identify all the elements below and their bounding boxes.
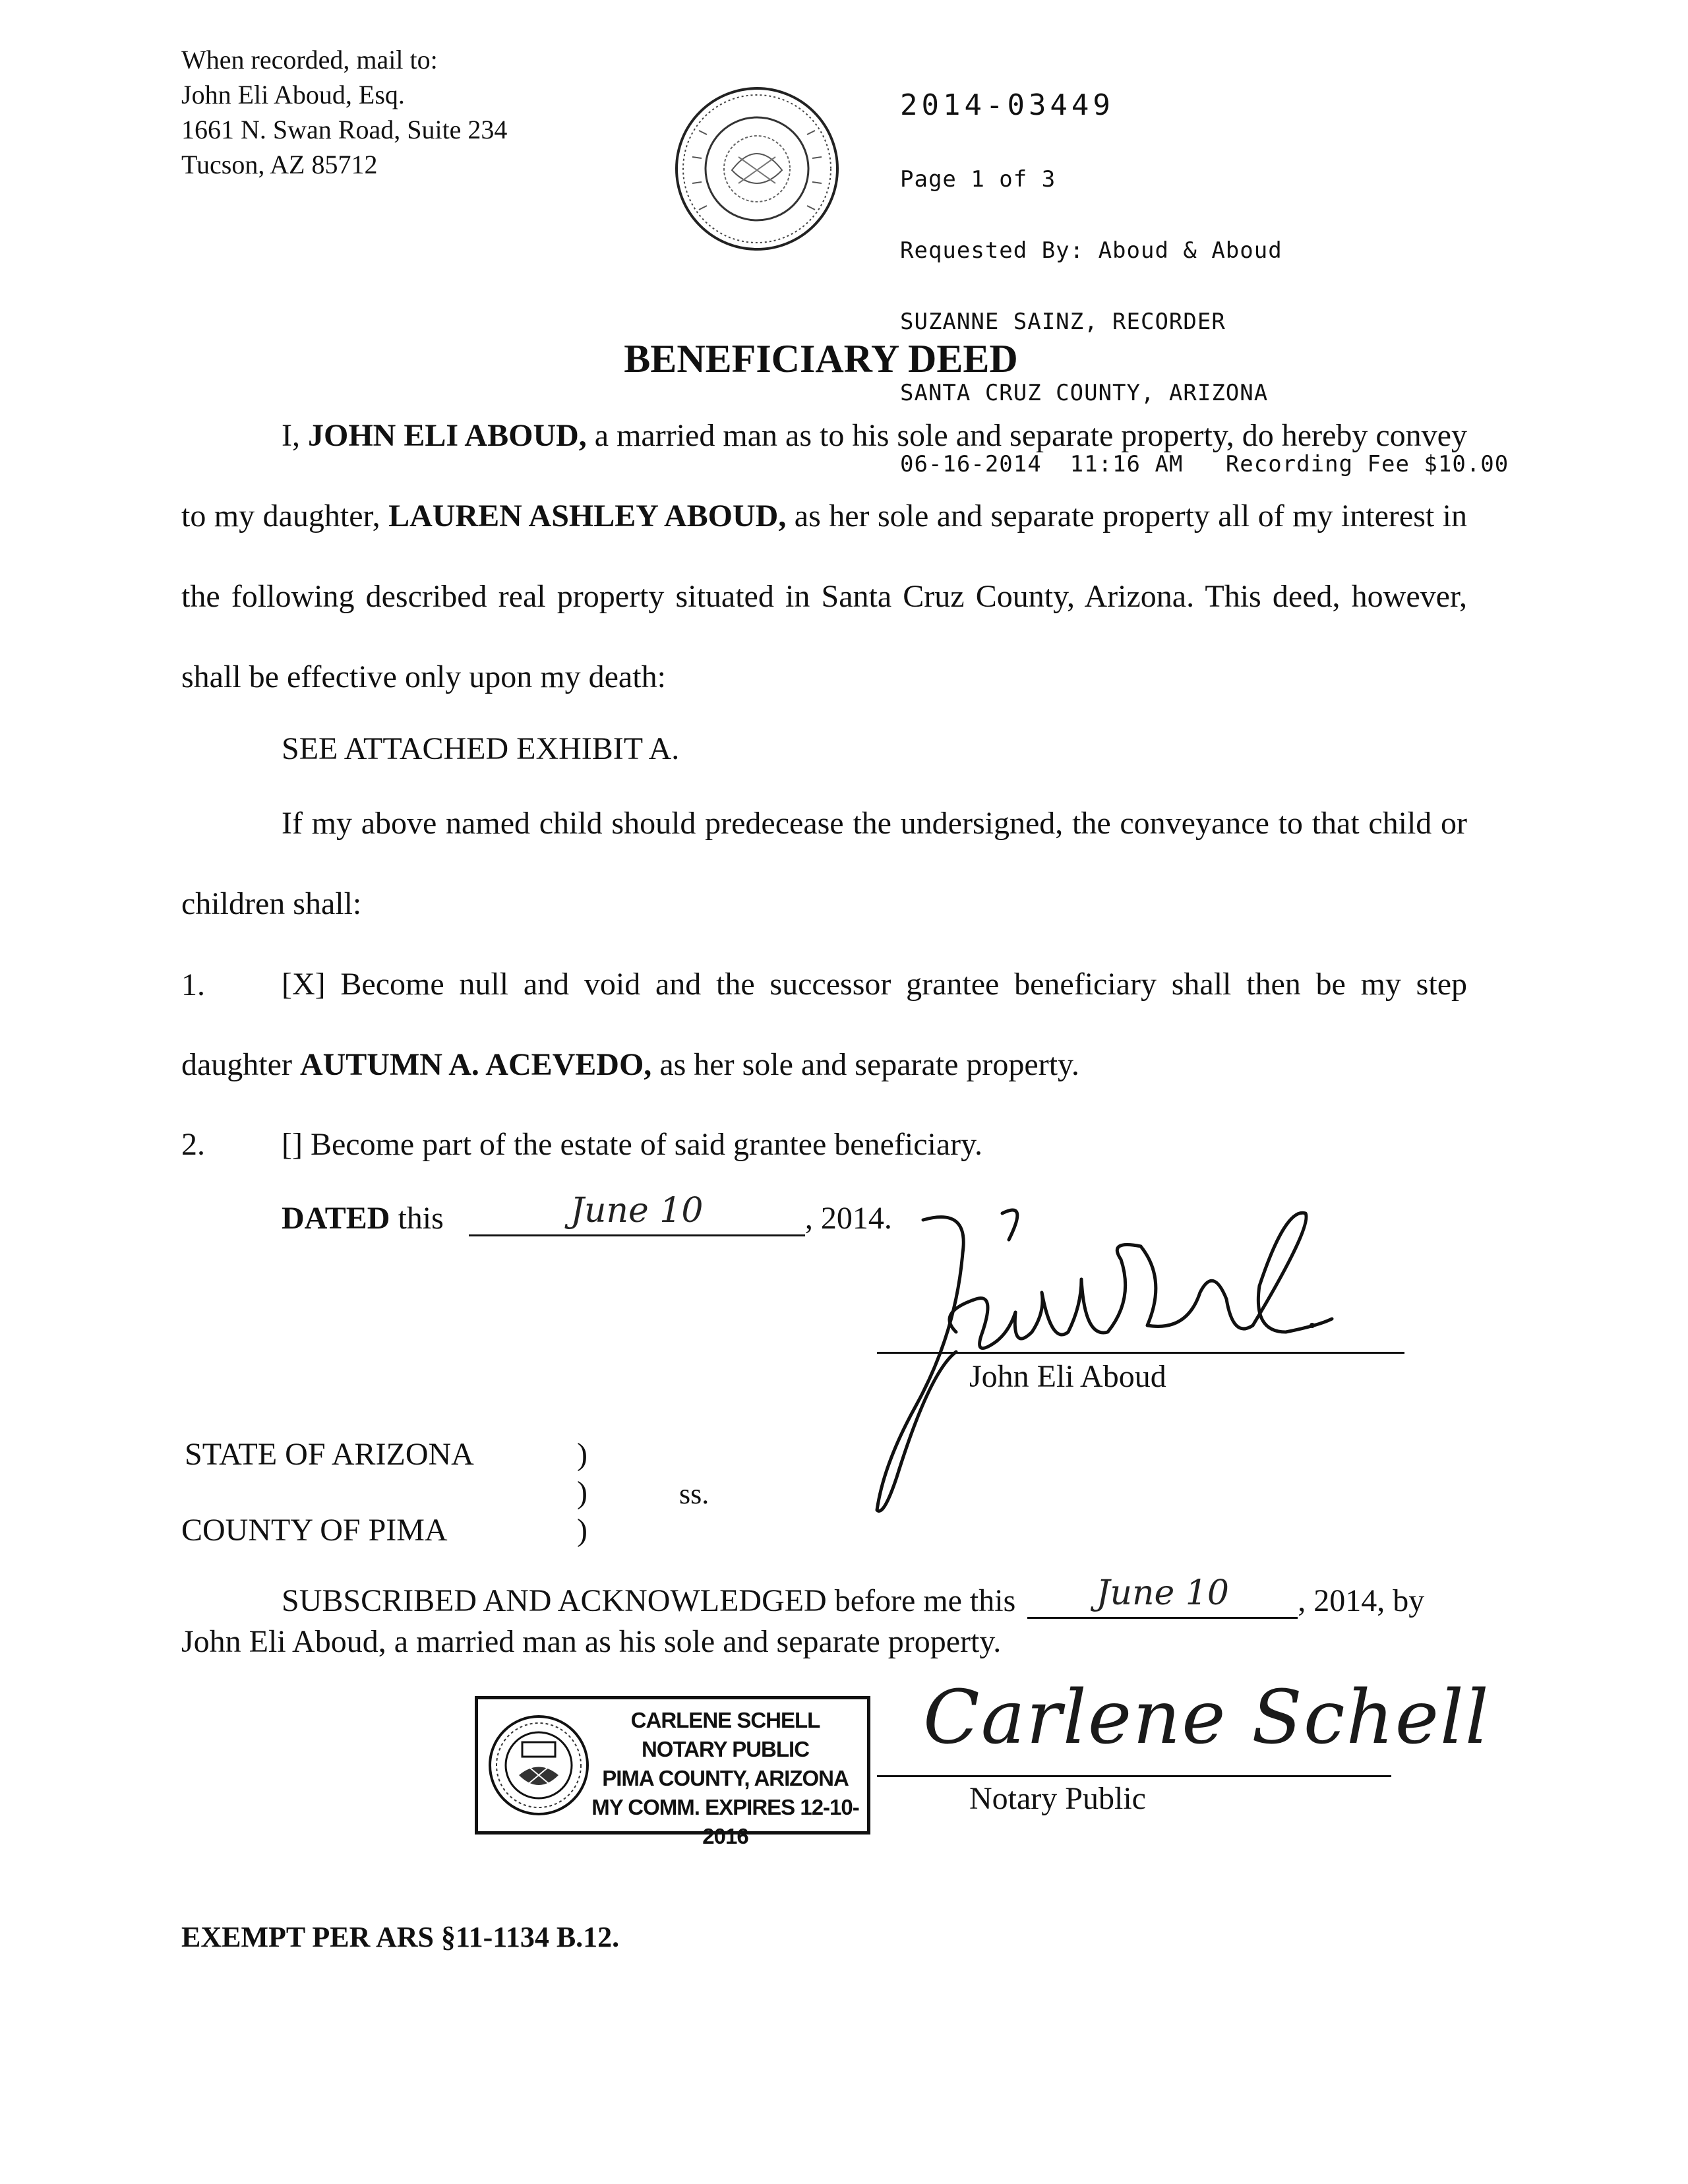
acknowledgment-handwritten: June 10 <box>1096 1573 1229 1613</box>
option-1-text-a: [X] Become null and void and the successor grantee beneficiary shall then be my step daughter <box>181 967 1467 1082</box>
dated-this: this <box>390 1201 444 1236</box>
grantor-printed-name: John Eli Aboud <box>969 1359 1166 1394</box>
dated-blank <box>469 1191 805 1236</box>
dated-label: DATED <box>282 1201 390 1236</box>
grantor-signature-line <box>877 1352 1404 1354</box>
dated-line <box>282 1191 892 1236</box>
option-2-text: [] Become part of the estate of said grantee beneficiary. <box>282 1127 983 1162</box>
county-seal-icon <box>673 84 841 253</box>
conveyance-text-c: as her sole and separate property all of my interest in the following described real property situated in Santa Cruz County, Arizona. This deed, however, shall be effective only upon my death: <box>181 499 1468 694</box>
conveyance-paragraph <box>181 396 1467 717</box>
option-1-number: 1. <box>181 967 205 1002</box>
venue-county: COUNTY OF PIMA <box>181 1513 448 1548</box>
option-1-text <box>181 944 1467 1105</box>
exhibit-reference: SEE ATTACHED EXHIBIT A. <box>282 731 680 766</box>
venue-ss: ss. <box>679 1478 709 1510</box>
mail-to-street: 1661 N. Swan Road, Suite 234 <box>181 115 508 144</box>
notary-stamp-county: PIMA COUNTY, ARIZONA <box>602 1766 849 1790</box>
notary-signature-line <box>877 1775 1391 1777</box>
dated-handwritten: June 10 <box>570 1191 704 1230</box>
acknowledgment-text-b: , 2014, by <box>1298 1583 1425 1618</box>
notary-signature: Carlene Schell <box>923 1675 1490 1761</box>
predecease-paragraph: If my above named child should predecease the undersigned, the conveyance to that child or children shall: <box>181 806 1467 921</box>
recording-page: Page 1 of 3 <box>900 166 1056 193</box>
notary-label: Notary Public <box>969 1781 1146 1816</box>
dated-year: , 2014. <box>804 1201 892 1236</box>
grantee-name: LAUREN ASHLEY ABOUD, <box>388 499 787 533</box>
grantor-name: JOHN ELI ABOUD, <box>308 418 587 453</box>
venue-paren-2: ) <box>577 1475 588 1510</box>
notary-seal-icon <box>486 1713 591 1818</box>
option-2-number: 2. <box>181 1127 205 1162</box>
notary-stamp <box>475 1696 870 1848</box>
venue-paren-3: ) <box>577 1513 588 1548</box>
recording-county: SANTA CRUZ COUNTY, ARIZONA <box>900 380 1269 406</box>
notary-stamp-text <box>590 1706 860 1851</box>
notary-stamp-title: NOTARY PUBLIC <box>641 1737 810 1761</box>
option-1-text-b: as her sole and separate property. <box>651 1047 1079 1082</box>
recording-number: 2014-03449 <box>900 88 1114 122</box>
mail-to-city: Tucson, AZ 85712 <box>181 150 378 179</box>
notary-stamp-name: CARLENE SCHELL <box>630 1708 820 1732</box>
recording-datetime: 06-16-2014 11:16 AM <box>900 451 1184 477</box>
acknowledgment-text-a: SUBSCRIBED AND ACKNOWLEDGED before me this <box>282 1583 1016 1618</box>
page-title: BENEFICIARY DEED <box>624 337 1018 380</box>
notary-stamp-expiry: MY COMM. EXPIRES 12-10-2016 <box>591 1795 859 1848</box>
venue-state: STATE OF ARIZONA <box>185 1437 474 1472</box>
successor-name: AUTUMN A. ACEVEDO, <box>299 1047 652 1082</box>
mail-to-name: John Eli Aboud, Esq. <box>181 80 405 109</box>
mail-to-label: When recorded, mail to: <box>181 45 438 75</box>
conveyance-text-a: I, <box>282 418 308 453</box>
acknowledgment-blank <box>1027 1573 1298 1619</box>
exempt-notice: EXEMPT PER ARS §11-1134 B.12. <box>181 1921 620 1953</box>
recording-requested-by: Requested By: Aboud & Aboud <box>900 237 1282 264</box>
recording-fee: Recording Fee $10.00 <box>1225 451 1509 477</box>
conveyance-text-b: a married man as to his sole and separate property, do hereby convey to my daughter, <box>181 418 1467 533</box>
acknowledgment-line-1 <box>282 1573 1425 1619</box>
venue-paren-1: ) <box>577 1437 588 1472</box>
acknowledgment-line-2: John Eli Aboud, a married man as his sole and separate property. <box>181 1624 1002 1659</box>
mail-to-block <box>181 42 507 182</box>
recording-recorder: SUZANNE SAINZ, RECORDER <box>900 309 1226 335</box>
